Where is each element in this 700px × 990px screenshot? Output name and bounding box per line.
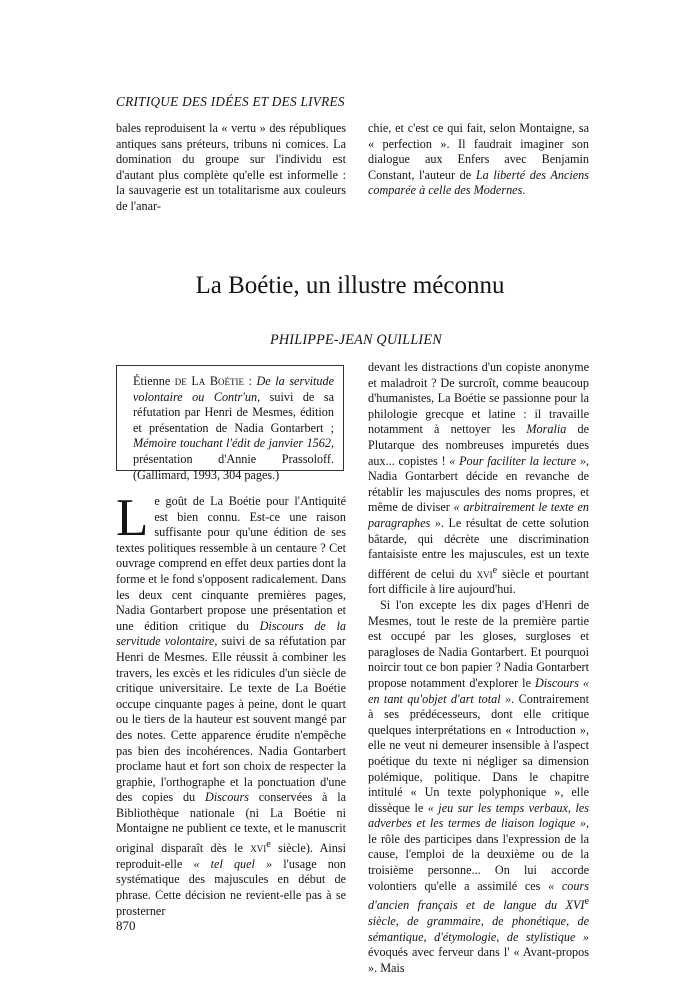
body-paragraph: Si l'on excepte les dix pages d'Henri de Mesmes, tout le reste de la première partie est occupé par les gloses, surgloses et paragloses de Nadia Gontarbert. Et pourquoi noircir tout ce bon papier ? Nadia Gontarbert propose notamment d'explorer le Discours « en tant qu'objet d'art total ». Contrairement à ses prédécesseurs, dont elle critique quelques interprétations en « Introduction », elle ne veut ni demeurer insensible à l'aspect poétique du texte ni négliger sa dimension polémique, politique. Dans le chapitre intitulé « Un texte polyphonique », elle dissèque le « jeu sur les temps verbaux, les adverbes et les termes de liaison logique », le rôle des participes dans l'expression de la cause, l'emploi de la deuxième ou de la troisième personne... On lui accorde volontiers qu'elle a assimilé ces « cours d'ancien français et de langue du XVIe siècle, de grammaire, de phonétique, de sémantique, d'étymologie, de stylistique » évoqués avec ferveur dans l' « Avant-propos ». Mais	[368, 597, 590, 975]
body-column-right	[368, 360, 589, 976]
continued-paragraph-right: chie, et c'est ce qui fait, selon Montaigne, sa « perfection ». Il faudrait imaginer son dialogue aux Enfers avec Benjamin Constant, l'auteur de La liberté des Anciens comparée à celle des Modernes.	[368, 121, 589, 198]
continued-paragraph-left: bales reproduisent la « vertu » des républiques antiques sans préteurs, tribuns ni comices. La domination du groupe sur l'individu est d'autant plus complète qu'elle est informelle : la sauvagerie est un totalitarisme aux couleurs de l'anar-	[116, 121, 346, 213]
page-number: 870	[116, 918, 136, 933]
book-reference: Étienne de La Boétie : De la servitude volontaire ou Contr'un, suivi de sa réfutation par Henri de Mesmes, édition et présentation de Nadia Gontarbert ; Mémoire touchant l'édit de janvier 1562, présentation d'Annie Prassoloff. (Gallimard, 1993, 304 pages.)	[133, 374, 334, 482]
book-title: De la servitude volontaire ou Contr'un	[133, 374, 334, 404]
cited-title: La liberté des Anciens comparée à celle des Modernes	[368, 167, 589, 198]
body-paragraph: devant les distractions d'un copiste anonyme et maladroit ? De surcroît, comme beaucoup d'humanistes, La Boétie se passionne pour la philologie grecque et latine : il travaille notamment à nettoyer les Moralia de Plutarque des nombreuses impuretés dues aux... copistes ! « Pour faciliter la lecture », Nadia Gontarbert décide en revanche de rétablir les majuscules des noms propres, et même de diviser « arbitrairement le texte en paragraphes ». Le résultat de cette solution bâtarde, qui décrète une discrimination fantaisiste entre les majuscules, est un texte différent de celui du xvi$^e$ siècle et pourtant fort difficile à lire aujourd'hui.	[368, 360, 590, 597]
running-head: CRITIQUE DES IDÉES ET DES LIVRES	[116, 94, 345, 109]
book-reference-box	[116, 365, 344, 482]
continued-text-left	[116, 121, 346, 215]
article-author: PHILIPPE-JEAN QUILLIEN	[270, 332, 442, 348]
author-surname: de La Boétie	[174, 374, 244, 388]
continued-text-right	[368, 121, 589, 199]
article-title: La Boétie, un illustre méconnu	[195, 272, 505, 299]
body-column-left	[116, 489, 347, 919]
drop-cap: L	[116, 489, 149, 547]
body-paragraph: Le goût de La Boétie pour l'Antiquité est bien connu. Est-ce une raison suffisante pour qu'une édition de ses textes politiques ressemble à un centaure ? Cet ouvrage comprend en effet deux parties dont la forme et le fond s'opposent radicalement. Dans les deux cent cinquante premières pages, Nadia Gontarbert propose une présentation et une édition critique du Discours de la servitude volontaire, suivi de sa réfutation par Henri de Mesmes. Elle réussit à combiner les travers, les excès et les ridicules d'un siècle de critique universitaire. Le texte de La Boétie occupe cinquante pages à peine, dont le quart ou le tiers de la hauteur est souvent mangé par des notes. Cette apparence érudite n'empêche pas bien des incohérences. Nadia Gontarbert proclame haut et fort son choix de respecter la graphie, l'orthographe et la ponctuation d'une des copies du Discours conservées à la Bibliothèque nationale (ni La Boétie ni Montaigne ne publient ce texte, et le manuscrit original disparaît dès le xvi$^e$ siècle). Ainsi reproduit-elle « tel quel » l'usage non systématique des majuscules en début de phrase. Cette décision ne revient-elle pas à se prosterner	[116, 489, 347, 918]
second-title: Mémoire touchant l'édit de janvier 1562	[133, 436, 331, 451]
